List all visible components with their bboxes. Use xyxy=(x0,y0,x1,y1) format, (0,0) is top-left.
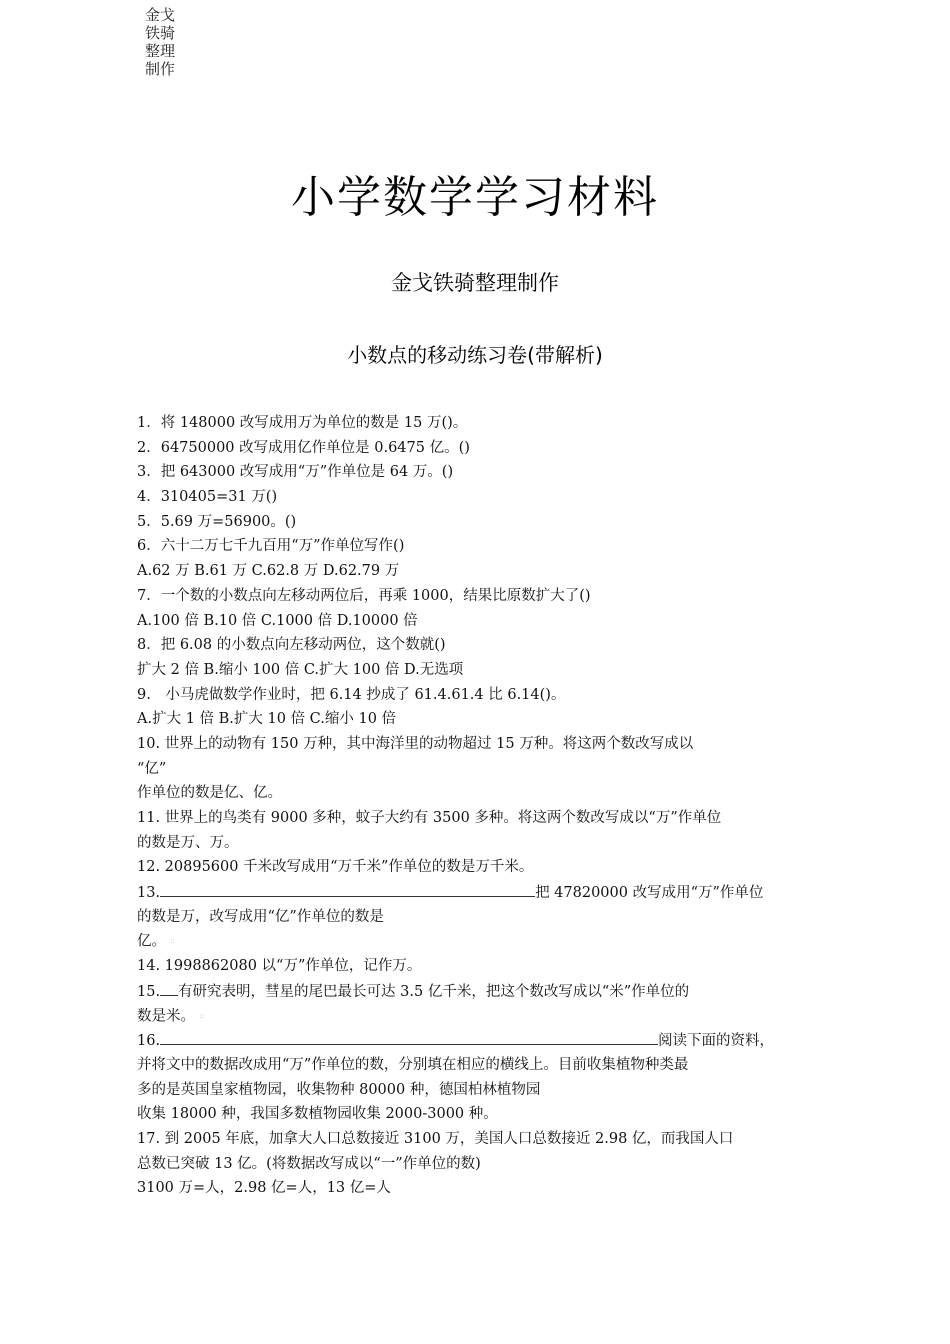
main-title: 小学数学学习材料 xyxy=(291,172,659,223)
paper-title: 小数点的移动练习卷(带解析) xyxy=(347,343,603,367)
question-13-number: 13. xyxy=(137,885,161,902)
corner-stamp xyxy=(145,6,185,78)
question-16-text: 阅读下面的资料， xyxy=(658,1033,775,1050)
question-7: 7．一个数的小数点向左移动两位后，再乘 1000，结果比原数扩大了() xyxy=(137,587,591,604)
question-15-text: 有研究表明，彗星的尾巴最长可达 3.5 亿千米，把这个数改写成以“米”作单位的 xyxy=(178,983,690,1000)
corner-stamp-line: 制作 xyxy=(145,60,176,78)
question-13-text: 把 47820000 改写成用“万”作单位 xyxy=(535,885,764,902)
question-10-line-1: 10. 世界上的动物有 150 万种，其中海洋里的动物超过 15 万种。将这两个数改写成以 xyxy=(137,735,694,752)
question-13-line-3 xyxy=(137,929,827,954)
question-6: 6．六十二万七千九百用“万”作单位写作() xyxy=(137,538,405,555)
question-17-line-2: 总数已突破 13 亿。(将数据改写成以“一”作单位的数) xyxy=(137,1155,481,1172)
question-1: 1．将 148000 改写成用万为单位的数是 15 万()。 xyxy=(137,415,468,431)
subtitle: 金戈铁骑整理制作 xyxy=(391,271,559,295)
question-16-number: 16. xyxy=(137,1033,161,1050)
question-2: 2．64750000 改写成用亿作单位是 0.6475 亿。() xyxy=(137,439,470,456)
question-17-line-3: 3100 万=人，2.98 亿=人，13 亿=人 xyxy=(137,1180,391,1197)
scan-mark-icon: :: xyxy=(170,937,175,946)
corner-stamp-line: 整理 xyxy=(145,42,176,60)
question-9-options: A.扩大 1 倍 B.扩大 10 倍 C.缩小 10 倍 xyxy=(137,711,397,728)
question-13-line-2: 的数是万，改写成用“亿”作单位的数是 xyxy=(137,908,384,925)
question-3: 3．把 643000 改写成用“万”作单位是 64 万。() xyxy=(137,464,454,481)
question-8-options: 扩大 2 倍 B.缩小 100 倍 C.扩大 100 倍 D.无选项 xyxy=(137,661,464,678)
answer-blank[interactable] xyxy=(160,880,535,897)
question-4: 4．310405=31 万() xyxy=(137,489,278,506)
question-6-options: A.62 万 B.61 万 C.62.8 万 D.62.79 万 xyxy=(137,563,400,580)
question-16-line-3: 多的是英国皇家植物园，收集物种 80000 种，德国柏林植物园 xyxy=(137,1081,541,1098)
question-17-line-1: 17. 到 2005 年底，加拿大人口总数接近 3100 万，美国人口总数接近 2.98 亿，而我国人口 xyxy=(137,1130,734,1147)
question-16-line-1 xyxy=(137,1028,827,1053)
answer-blank[interactable] xyxy=(160,979,178,996)
question-10-line-2: “亿” xyxy=(137,760,167,777)
question-11-line-2: 的数是万、万。 xyxy=(137,834,239,851)
question-16-line-2: 并将文中的数据改成用“万”作单位的数，分别填在相应的横线上。目前收集植物种类最 xyxy=(137,1056,689,1073)
question-11-line-1: 11. 世界上的鸟类有 9000 多种，蚊子大约有 3500 多种。将这两个数改写成以“万”作单位 xyxy=(137,810,722,826)
question-12: 12. 20895600 千米改写成用“万千米”作单位的数是万千米。 xyxy=(137,859,534,876)
question-8: 8．把 6.08 的小数点向左移动两位，这个数就() xyxy=(137,637,446,654)
question-10-line-3: 作单位的数是亿、亿。 xyxy=(137,785,282,802)
question-15-line-1 xyxy=(137,979,827,1004)
corner-stamp-line: 铁骑 xyxy=(145,24,176,42)
question-5: 5．5.69 万=56900。() xyxy=(137,513,297,530)
question-14: 14. 1998862080 以“万”作单位，记作万。 xyxy=(137,958,422,975)
corner-stamp-line: 金戈 xyxy=(145,6,176,24)
question-9: 9. 小马虎做数学作业时，把 6.14 抄成了 61.4.61.4 比 6.14()。 xyxy=(137,686,566,703)
question-16-line-4: 收集 18000 种，我国多数植物园收集 2000-3000 种。 xyxy=(137,1106,498,1123)
answer-blank[interactable] xyxy=(160,1028,658,1045)
question-7-options: A.100 倍 B.10 倍 C.1000 倍 D.10000 倍 xyxy=(137,612,418,629)
question-15-line-2 xyxy=(137,1004,827,1029)
question-15-text-end: 数是米。 xyxy=(137,1007,195,1024)
scan-mark-icon: :: xyxy=(199,1011,204,1020)
question-15-number: 15. xyxy=(137,983,161,1000)
question-13-line-1 xyxy=(137,880,827,905)
question-13-text-end: 亿。 xyxy=(137,933,166,950)
question-list xyxy=(137,411,827,1201)
